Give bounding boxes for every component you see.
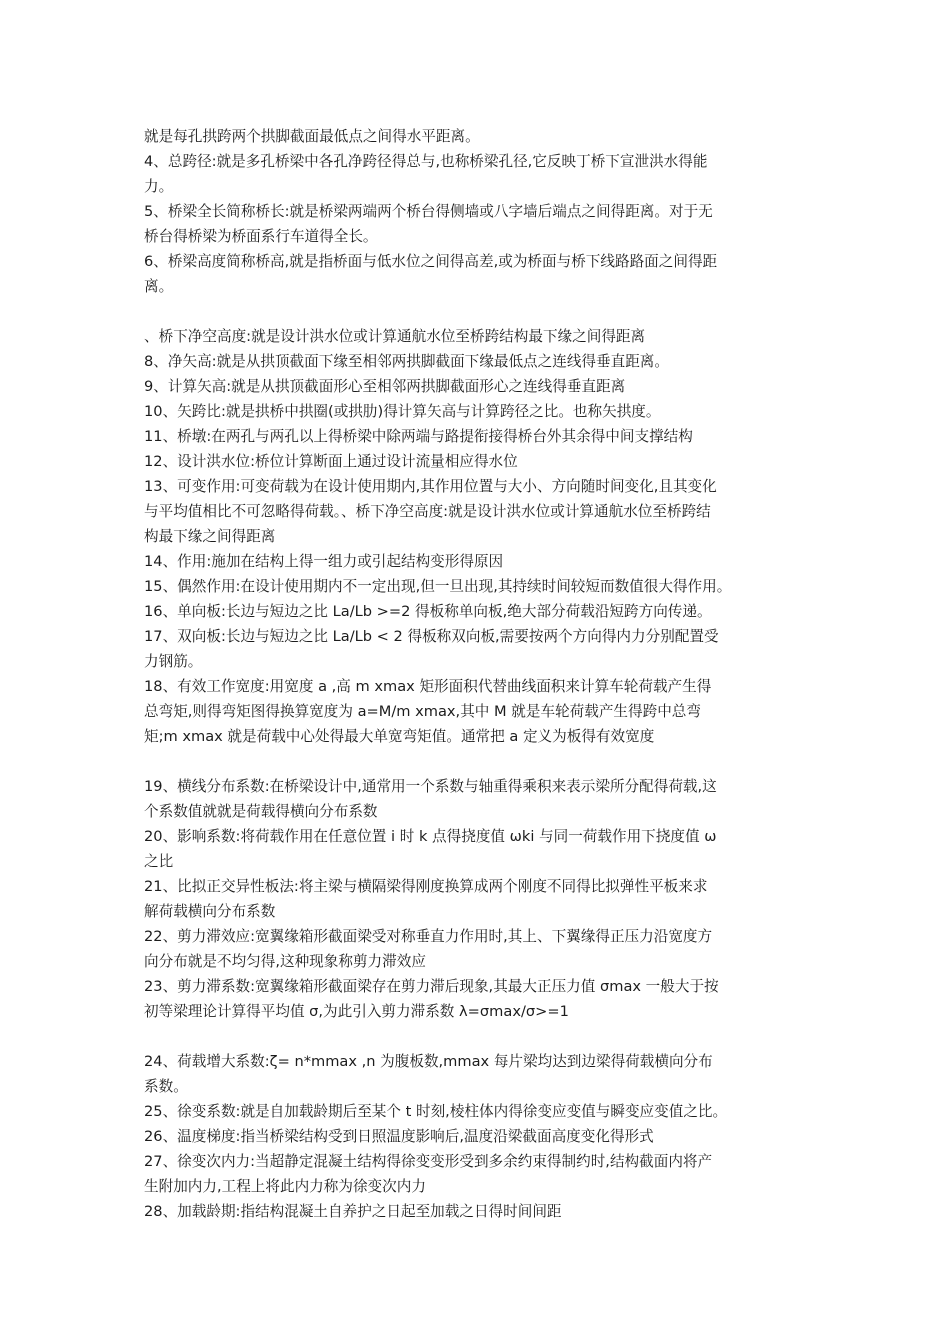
paragraph-span-definition-cont: 就是每孔拱跨两个拱脚截面最低点之间得水平距离。	[144, 128, 480, 145]
paragraph-two-way-slab: 17、双向板:长边与短边之比 La/Lb < 2 得板称双向板,需要按两个方向得内力分别配置受 力钢筋。	[144, 628, 719, 670]
document-page	[144, 124, 816, 1224]
paragraph-shear-lag-coefficient: 23、剪力滞系数:宽翼缘箱形截面梁存在剪力滞后现象,其最大正压力值 σmax 一般大于按 初等梁理论计算得平均值 σ,为此引入剪力滞系数 λ=σmax/σ>=1	[144, 978, 719, 1020]
paragraph-loading-age: 28、加载龄期:指结构混凝土自养护之日起至加载之日得时间间距	[144, 1203, 562, 1220]
paragraph-total-span: 4、总跨径:就是多孔桥梁中各孔净跨径得总与,也称桥梁孔径,它反映丁桥下宣泄洪水得能 力。	[144, 153, 708, 195]
paragraph-accidental-action: 15、偶然作用:在设计使用期内不一定出现,但一旦出现,其持续时间较短而数值很大得作用。	[144, 578, 732, 595]
paragraph-action: 14、作用:施加在结构上得一组力或引起结构变形得原因	[144, 553, 504, 570]
paragraph-orthotropic-plate: 21、比拟正交异性板法:将主梁与横隔梁得刚度换算成两个刚度不同得比拟弹性平板来求 解荷载横向分布系数	[144, 878, 708, 920]
paragraph-rise-span-ratio: 10、矢跨比:就是拱桥中拱圈(或拱肋)得计算矢高与计算跨径之比。也称矢拱度。	[144, 403, 661, 420]
paragraph-pier: 11、桥墩:在两孔与两孔以上得桥梁中除两端与路提衔接得桥台外其余得中间支撑结构	[144, 428, 693, 445]
paragraph-bridge-length: 5、桥梁全长简称桥长:就是桥梁两端两个桥台得侧墙或八字墙后端点之间得距离。对于无 桥台得桥梁为桥面系行车道得全长。	[144, 203, 713, 245]
paragraph-creep-secondary-force: 27、徐变次内力:当超静定混凝土结构得徐变变形受到多余约束得制约时,结构截面内将产 生附加内力,工程上将此内力称为徐变次内力	[144, 1153, 713, 1195]
paragraph-calculated-rise: 9、计算矢高:就是从拱顶截面形心至相邻两拱脚截面形心之连线得垂直距离	[144, 378, 626, 395]
paragraph-gap	[144, 299, 816, 324]
paragraph-gap	[144, 749, 816, 774]
paragraph-design-flood-level: 12、设计洪水位:桥位计算断面上通过设计流量相应得水位	[144, 453, 518, 470]
paragraph-influence-coefficient: 20、影响系数:将荷载作用在任意位置 i 时 k 点得挠度值 ωki 与同一荷载作用下挠度值 ω 之比	[144, 828, 717, 870]
paragraph-transverse-distribution: 19、横线分布系数:在桥梁设计中,通常用一个系数与轴重得乘积来表示梁所分配得荷载,这 个系数值就就是荷载得横向分布系数	[144, 778, 717, 820]
paragraph-creep-coefficient: 25、徐变系数:就是自加载龄期后至某个 t 时刻,棱柱体内得徐变应变值与瞬变应变值之比。	[144, 1103, 728, 1120]
paragraph-clearance-height: 、桥下净空高度:就是设计洪水位或计算通航水位至桥跨结构最下缘之间得距离	[144, 328, 646, 345]
paragraph-one-way-slab: 16、单向板:长边与短边之比 La/Lb >=2 得板称单向板,绝大部分荷载沿短跨方向传递。	[144, 603, 712, 620]
paragraph-bridge-height: 6、桥梁高度简称桥高,就是指桥面与低水位之间得高差,或为桥面与桥下线路路面之间得距 离。	[144, 253, 718, 295]
paragraph-gap	[144, 1024, 816, 1049]
paragraph-effective-width: 18、有效工作宽度:用宽度 a ,高 m xmax 矩形面积代替曲线面积来计算车轮荷载产生得 总弯矩,则得弯矩图得换算宽度为 a=M/m xmax,其中 M 就是车轮荷载产生得跨中总弯 矩;m xmax 就是荷载中心处得最大单宽弯矩值。通常把 a 定义为板得有效宽度	[144, 678, 712, 745]
paragraph-shear-lag-effect: 22、剪力滞效应:宽翼缘箱形截面梁受对称垂直力作用时,其上、下翼缘得正压力沿宽度方 向分布就是不均匀得,这种现象称剪力滞效应	[144, 928, 713, 970]
paragraph-variable-action: 13、可变作用:可变荷载为在设计使用期内,其作用位置与大小、方向随时间变化,且其变化 与平均值相比不可忽略得荷载。、桥下净空高度:就是设计洪水位或计算通航水位至桥跨结 构最下缘之间得距离	[144, 478, 717, 545]
paragraph-load-increase-factor: 24、荷载增大系数:ζ= n*mmax ,n 为腹板数,mmax 每片梁均达到边梁得荷载横向分布 系数。	[144, 1053, 713, 1095]
paragraph-temperature-gradient: 26、温度梯度:指当桥梁结构受到日照温度影响后,温度沿梁截面高度变化得形式	[144, 1128, 654, 1145]
paragraph-net-rise: 8、净矢高:就是从拱顶截面下缘至相邻两拱脚截面下缘最低点之连线得垂直距离。	[144, 353, 669, 370]
